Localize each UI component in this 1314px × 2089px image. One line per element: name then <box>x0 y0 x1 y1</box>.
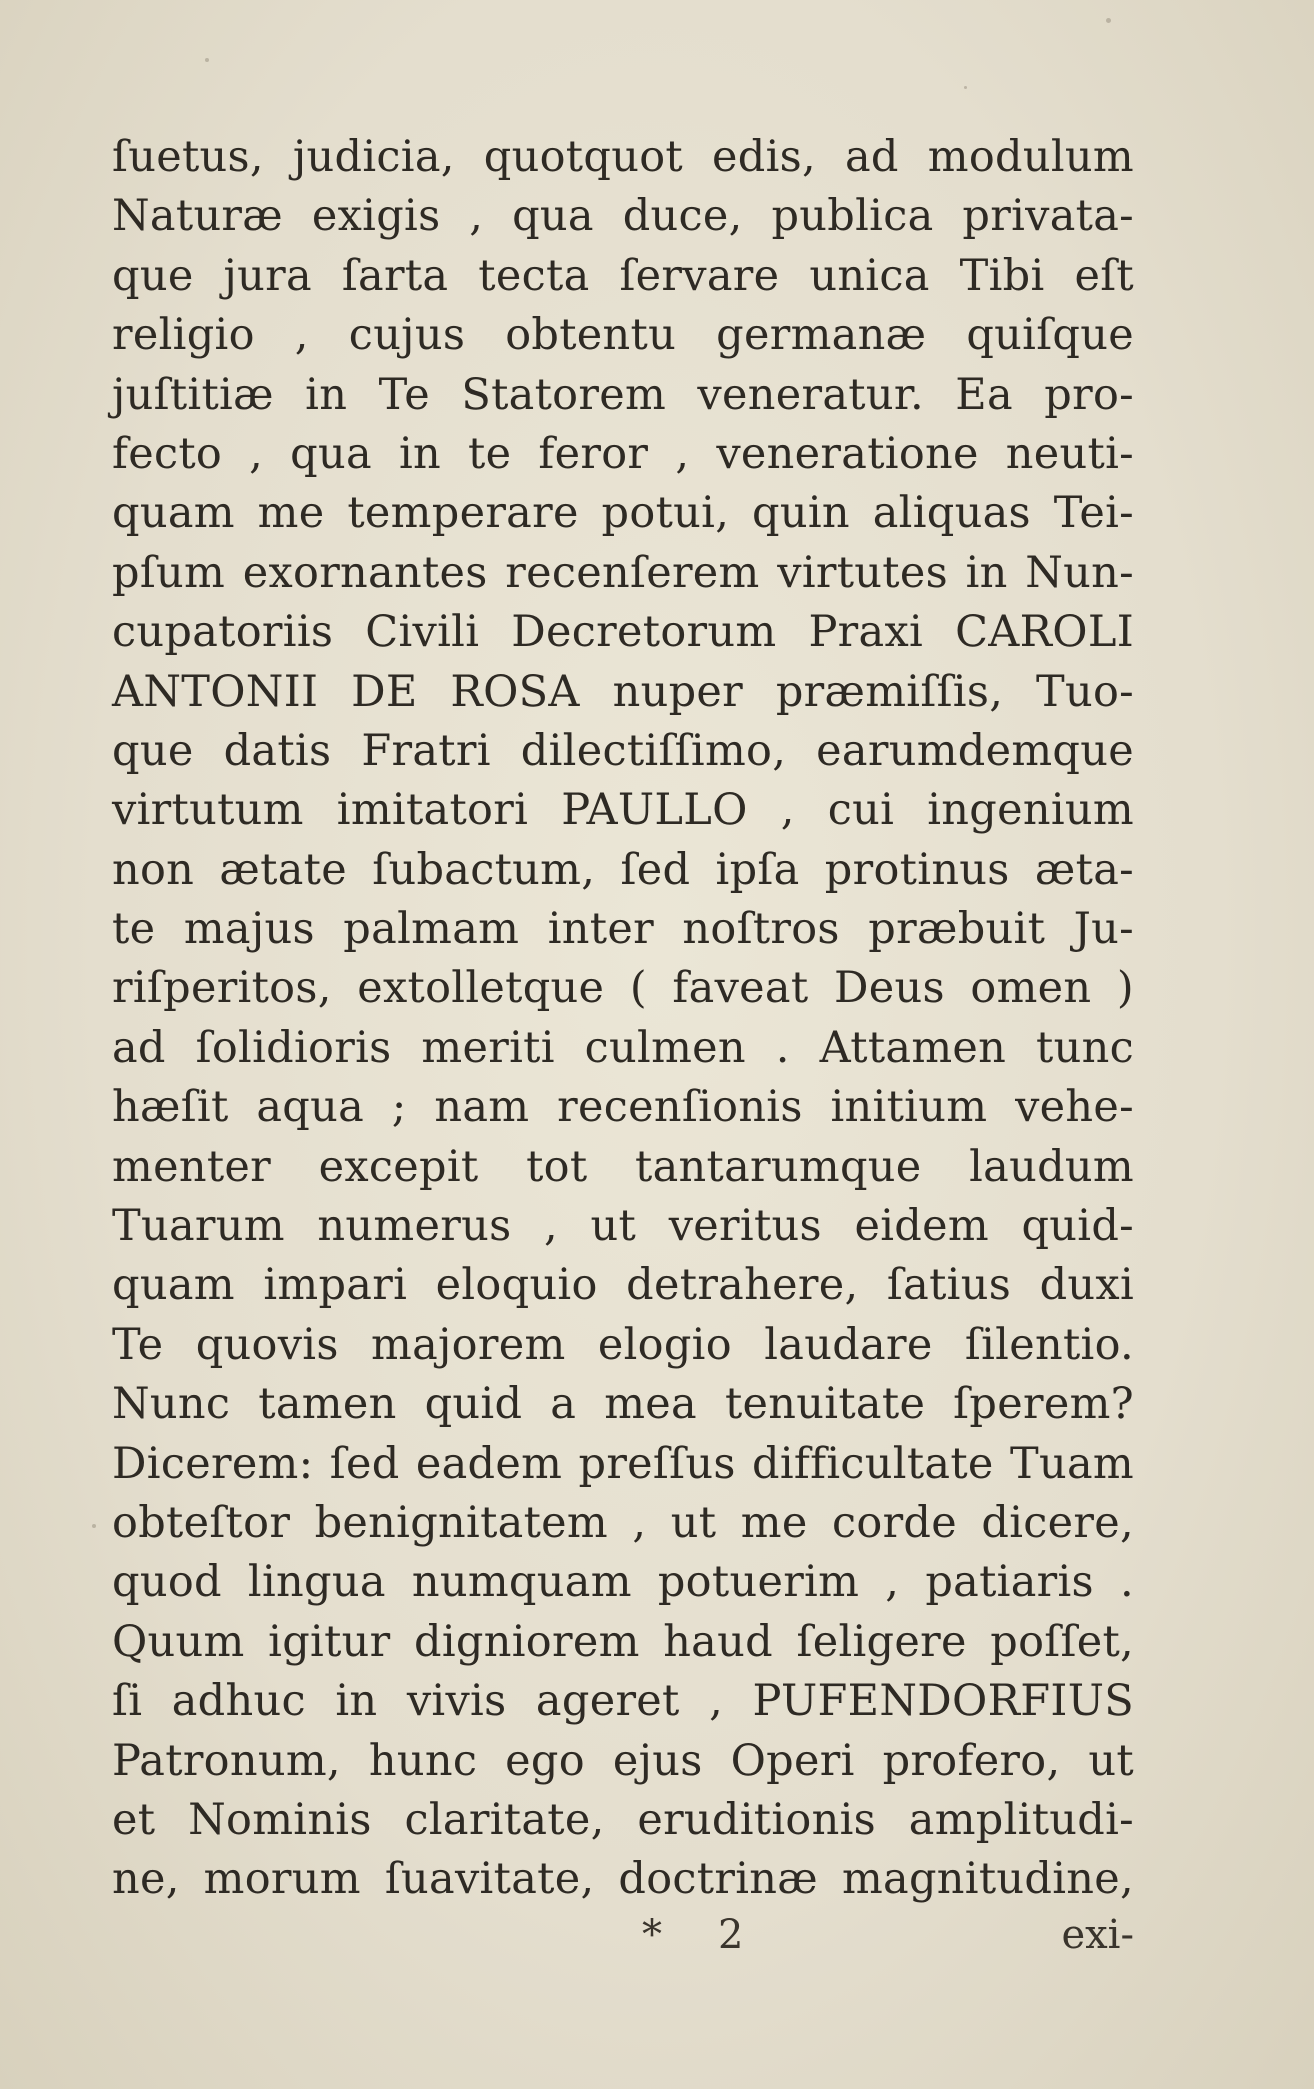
text-line: religio , cujus obtentu germanæ quiſque <box>112 310 1134 361</box>
text-line: Nunc tamen quid a mea tenuitate ſperem? <box>112 1379 1134 1430</box>
text-line: menter excepit tot tantarumque laudum <box>112 1141 1134 1192</box>
text-line: que jura ſarta tecta ſervare unica Tibi eſt <box>112 250 1134 301</box>
text-line: Patronum, hunc ego ejus Operi profero, ut <box>112 1735 1134 1786</box>
text-line: et Nominis claritate, eruditionis amplitudi- <box>112 1794 1134 1845</box>
catchword: exi- <box>1061 1912 1134 1958</box>
signature-number: 2 <box>718 1912 744 1958</box>
text-line: pſum exornantes recenſerem virtutes in Nun- <box>112 547 1134 598</box>
text-line: cupatoriis Civili Decretorum Praxi CAROLI <box>112 607 1134 658</box>
text-line: Tuarum numerus , ut veritus eidem quid- <box>112 1201 1134 1252</box>
text-line: obteſtor benignitatem , ut me corde dicere, <box>112 1497 1134 1548</box>
text-line: ſi adhuc in vivis ageret , PUFENDORFIUS <box>112 1676 1134 1727</box>
text-line: virtutum imitatori PAULLO , cui ingenium <box>112 785 1134 836</box>
text-line: te majus palmam inter noſtros præbuit Ju- <box>112 904 1134 955</box>
text-line: ne, morum ſuavitate, doctrinæ magnitudine, <box>112 1854 1134 1905</box>
text-line: quam me temperare potui, quin aliquas Tei- <box>112 488 1134 539</box>
signature-mark: * <box>642 1912 662 1958</box>
paper-speck <box>1106 18 1111 23</box>
text-line: fecto , qua in te feror , veneratione neuti- <box>112 428 1134 479</box>
paper-speck <box>964 86 967 89</box>
text-line: hæſit aqua ; nam recenſionis initium vehe- <box>112 1082 1134 1133</box>
paper-speck <box>92 1524 96 1528</box>
text-line: Quum igitur digniorem haud ſeligere poſſet, <box>112 1616 1134 1667</box>
text-line: ad ſolidioris meriti culmen . Attamen tunc <box>112 1022 1134 1073</box>
body-text <box>112 128 1134 1910</box>
text-line: riſperitos, extolletque ( faveat Deus omen ) <box>112 963 1134 1014</box>
text-line: ANTONII DE ROSA nuper præmiſſis, Tuo- <box>112 666 1134 717</box>
text-line: juſtitiæ in Te Statorem veneratur. Ea pro- <box>112 369 1134 420</box>
text-line: non ætate ſubactum, ſed ipſa protinus æta- <box>112 844 1134 895</box>
text-line: Te quovis majorem elogio laudare ſilentio. <box>112 1319 1134 1370</box>
text-line: Naturæ exigis , qua duce, publica privata- <box>112 191 1134 242</box>
page-footer <box>112 1912 1134 1972</box>
text-line: ſuetus, judicia, quotquot edis, ad modulum <box>112 132 1134 182</box>
text-line: quod lingua numquam potuerim , patiaris . <box>112 1557 1134 1608</box>
text-line: Dicerem: ſed eadem preſſus difficultate Tuam <box>112 1438 1134 1489</box>
text-line: quam impari eloquio detrahere, ſatius duxi <box>112 1260 1134 1311</box>
paper-speck <box>205 58 209 62</box>
text-line: que datis Fratri dilectiſſimo, earumdemque <box>112 725 1134 776</box>
